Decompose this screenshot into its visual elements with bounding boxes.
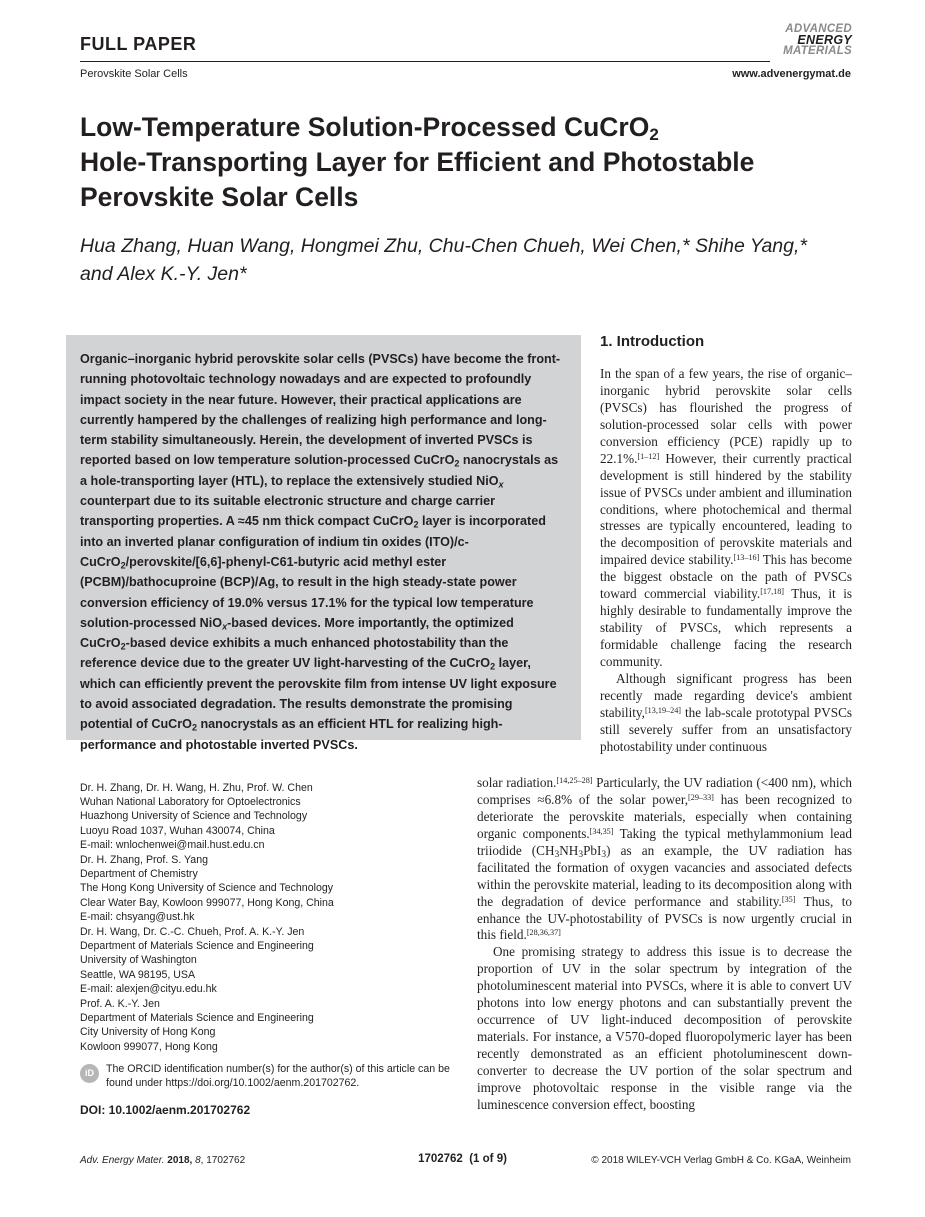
affiliation-line: Prof. A. K.-Y. Jen <box>80 998 160 1011</box>
logo-line-1: ADVANCED <box>785 23 852 35</box>
affiliation-line: Seattle, WA 98195, USA <box>80 968 196 981</box>
authors-line-2: and Alex K.-Y. Jen* <box>80 263 247 285</box>
affiliation-line: Dr. H. Zhang, Prof. S. Yang <box>80 854 208 867</box>
intro-paragraph-2-start: Although significant progress has been recently made regarding device's ambient stability,[13,19–24] the lab-scale prototypal PVSCs still severely suffer from an unsatisfactory photostability under continuous <box>600 670 852 754</box>
page-number: 1702762 (1 of 9) <box>418 1153 507 1165</box>
intro-column-wide <box>477 775 852 1114</box>
affiliation-line: Huazhong University of Science and Technology <box>80 810 308 823</box>
introduction-heading: 1. Introduction <box>600 333 705 350</box>
footer-citation: Adv. Energy Mater. 2018, 8, 1702762 <box>80 1155 246 1166</box>
affiliation-line: Dr. H. Zhang, Dr. H. Wang, H. Zhu, Prof. W. Chen <box>80 782 313 794</box>
paper-type-label: FULL PAPER <box>80 34 197 54</box>
author-list <box>80 232 860 288</box>
intro-column-narrow <box>600 366 852 756</box>
affiliation-line: Wuhan National Laboratory for Optoelectronics <box>80 796 301 809</box>
intro-paragraph-1: In the span of a few years, the rise of organic–inorganic hybrid perovskite solar cells (PVSCs) has flourished the progress of solution-processed solar cells with power conversion efficiency (PCE) rapidly up to 22.1%.[1–12] However, their currently practical development is still hindered by the stability issue of PVSCs under ambient and illumination conditions, where photochemical and thermal stresses are typically encountered, leading to the decomposition of perovskite materials and impaired device stability.[13–16] This has become the biggest obstacle on the path of PVSCs toward commercial viability.[17,18] Thus, it is highly desirable to fundamentally improve the stability of PVSCs, which represents a formidable challenge facing the research community. <box>600 366 852 669</box>
logo-line-3: MATERIALS <box>783 45 852 57</box>
header-rule <box>80 61 770 62</box>
abstract-text: Organic–inorganic hybrid perovskite solar cells (PVSCs) have become the front-running photovoltaic technology nowadays and are expected to profoundly impact society in the near future. However, their practical applications are currently hampered by the challenges of realizing high performance and long-term stability simultaneously. Herein, the development of inverted PVSCs is reported based on low temperature solution-processed CuCrO$_2$ nanocrystals as a hole-transporting layer (HTL), to replace the extensively studied NiO$_x$ counterpart due to its suitable electronic structure and charge carrier transporting properties. A ≈45 nm thick compact CuCrO$_2$ layer is incorporated into an inverted planar configuration of indium tin oxides (ITO)/c-CuCrO$_2$/perovskite/[6,6]-phenyl-C61-butyric acid methyl ester (PCBM)/bathocuproine (BCP)/Ag, to result in the high steady-state power conversion efficiency of 19.0% versus 17.1% for the typical low temperature solution-processed NiO$_x$-based devices. More importantly, the optimized CuCrO$_2$-based device exhibits a much enhanced photostability than the reference device due to the greater UV light-harvesting of the CuCrO$_2$ layer, which can efficiently prevent the perovskite film from intense UV light exposure to avoid associated degradation. The results demonstrate the promising potential of CuCrO$_2$ nanocrystals as an efficient HTL for realizing high-performance and photostable inverted PVSCs. <box>80 352 561 752</box>
affiliation-line: Clear Water Bay, Kowloon 999077, Hong Kong, China <box>80 896 334 909</box>
footer-copyright: © 2018 WILEY-VCH Verlag GmbH & Co. KGaA, Weinheim <box>591 1155 851 1166</box>
section-label: Perovskite Solar Cells <box>80 68 188 80</box>
affiliations <box>80 781 465 1055</box>
affiliation-line: The Hong Kong University of Science and Technology <box>80 882 334 895</box>
orcid-note[interactable]: The ORCID identification number(s) for the author(s) of this article can be found under https://doi.org/10.1002/aenm.201702762. <box>106 1063 450 1089</box>
orcid-icon: iD <box>80 1064 99 1083</box>
affiliation-line: University of Washington <box>80 954 197 967</box>
doi-label[interactable]: DOI: 10.1002/aenm.201702762 <box>80 1103 251 1117</box>
affiliation-line: Luoyu Road 1037, Wuhan 430074, China <box>80 824 275 837</box>
title-line-3: Perovskite Solar Cells <box>80 182 359 212</box>
affiliation-email[interactable]: E-mail: chsyang@ust.hk <box>80 910 195 923</box>
affiliation-email[interactable]: E-mail: alexjen@cityu.edu.hk <box>80 982 217 995</box>
article-title <box>80 110 860 215</box>
affiliation-line: Department of Materials Science and Engineering <box>80 1012 314 1025</box>
title-line-1: Low-Temperature Solution-Processed CuCrO$_2$ <box>80 112 659 144</box>
affiliation-block <box>80 853 465 924</box>
affiliation-line: Department of Chemistry <box>80 868 198 881</box>
affiliation-line: Dr. H. Wang, Dr. C.-C. Chueh, Prof. A. K.-Y. Jen <box>80 926 305 939</box>
intro-paragraph-3: One promising strategy to address this issue is to decrease the proportion of UV in the solar spectrum by integration of the photoluminescent material into PVSCs, where it is able to convert UV photons into low energy photons and can substantially prevent the occurrence of UV light-induced decomposition of perovskite materials. For instance, a V570-doped fluoropolymeric layer has been recently demonstrated as an efficient photoluminescent down-converter to decrease the UV portion of the solar spectrum and improve photovoltaic response in the visible range via the luminescence conversion effect, boosting <box>477 944 852 1112</box>
affiliation-block <box>80 997 465 1054</box>
affiliation-line: Department of Materials Science and Engineering <box>80 940 314 953</box>
logo-line-2: ENERGY <box>797 33 852 47</box>
affiliation-block <box>80 781 465 852</box>
affiliation-block <box>80 925 465 996</box>
title-line-2: Hole-Transporting Layer for Efficient and Photostable <box>80 147 755 177</box>
journal-url[interactable]: www.advenergymat.de <box>732 68 851 80</box>
journal-logo <box>768 24 852 57</box>
authors-line-1: Hua Zhang, Huan Wang, Hongmei Zhu, Chu-Chen Chueh, Wei Chen,* Shihe Yang,* <box>80 235 807 257</box>
affiliation-line: Kowloon 999077, Hong Kong <box>80 1040 218 1053</box>
affiliation-line: City University of Hong Kong <box>80 1026 216 1039</box>
intro-paragraph-2-cont: solar radiation.[14,25–28] Particularly, the UV radiation (<400 nm), which comprises ≈6.8% of the solar power,[29–33] has been recognized to deteriorate the perovskite materials, especially when containing organic components.[34,35] Taking the typical methylammonium lead triiodide $(CH_3NH_3PbI_3)$ as an example, the UV radiation has facilitated the formation of oxygen vacancies and associated defects within the perovskite material, leading to its decomposition along with the degradation of device performance and stability.[35] Thus, to enhance the UV-photostability of PVSCs is now urgently crucial in this field.[28,36,37] <box>477 775 852 943</box>
affiliation-email[interactable]: E-mail: wnlochenwei@mail.hust.edu.cn <box>80 838 265 851</box>
